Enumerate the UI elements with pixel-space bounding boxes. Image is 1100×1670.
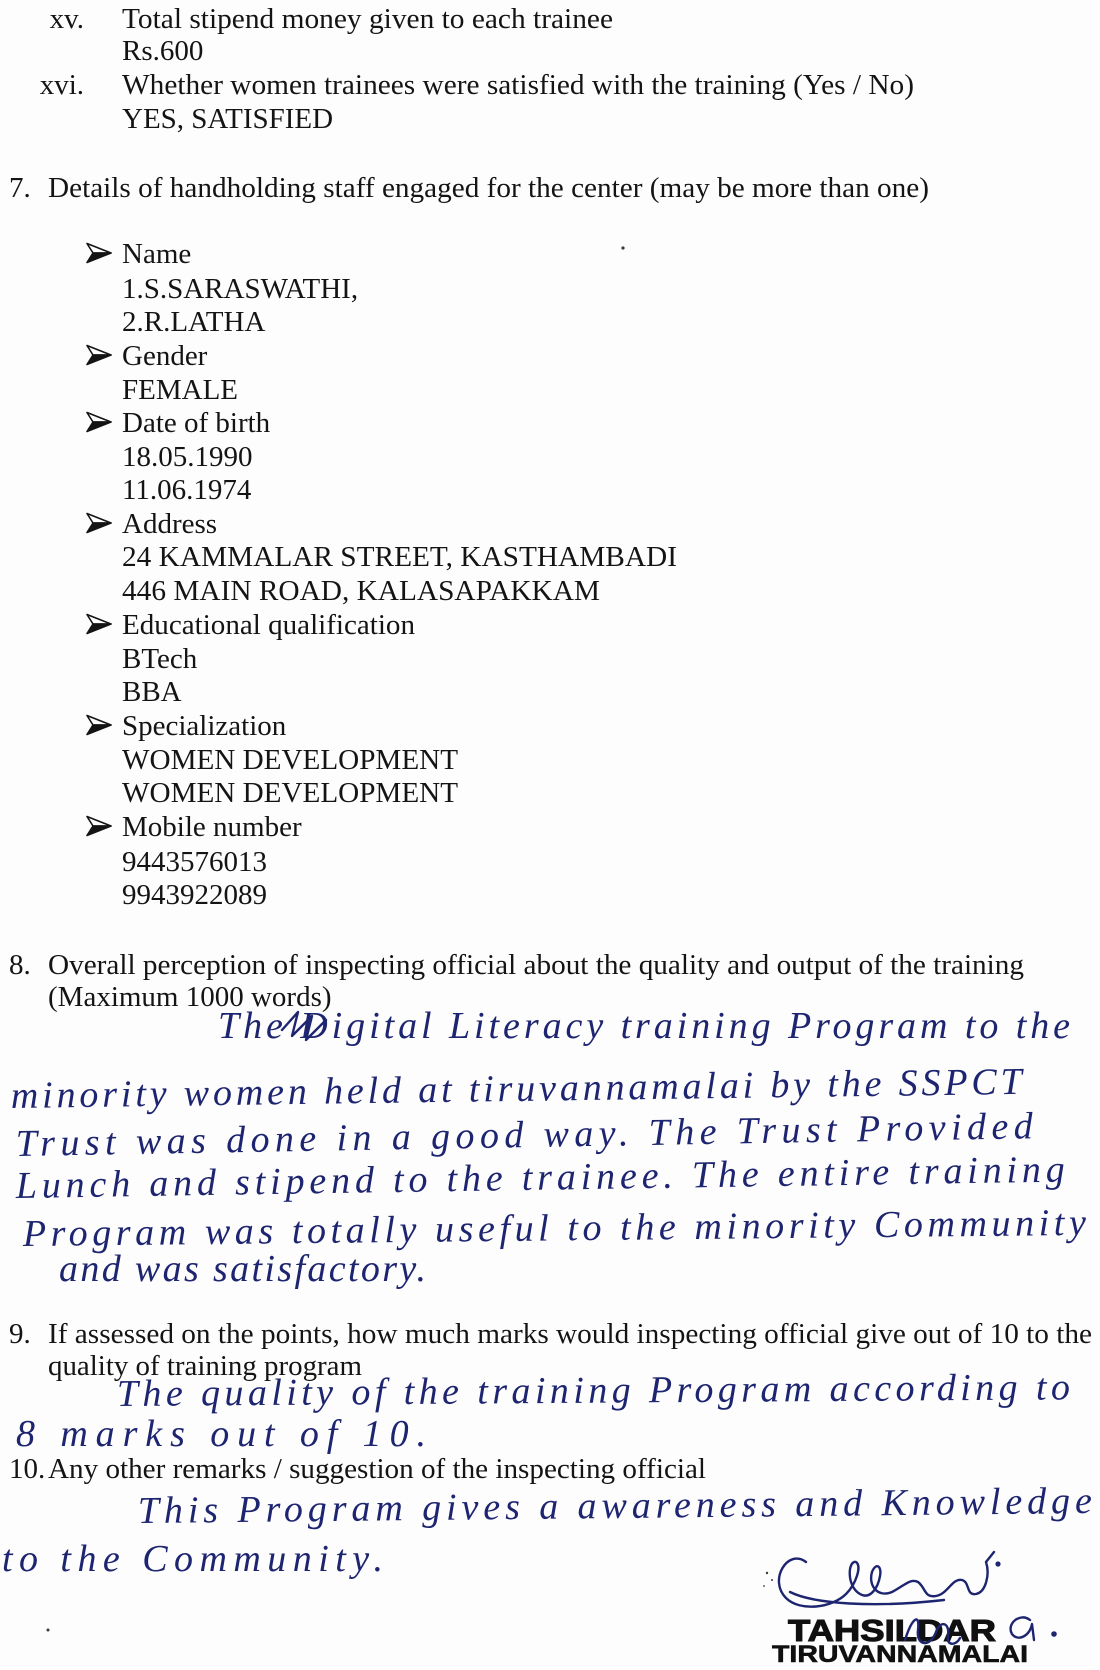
section-question: If assessed on the points, how much marks would inspecting official give out of 10 to the <box>48 1318 1092 1350</box>
handwritten-answer-line: This Program gives a awareness and Knowledge <box>137 1480 1093 1532</box>
field-value: 24 KAMMALAR STREET, KASTHAMBADI <box>122 541 677 573</box>
field-value: 18.05.1990 <box>122 441 253 473</box>
scan-speck <box>771 1579 773 1581</box>
section-question: quality of training program <box>48 1350 363 1382</box>
handwritten-answer-line: The Digital Literacy training Program to the <box>218 1005 1071 1047</box>
handwritten-answer-line: to the Community. <box>2 1538 383 1580</box>
handwritten-answer-line: and was satisfactory. <box>59 1248 426 1290</box>
field-label: Mobile number <box>122 811 302 843</box>
field-value: 2.R.LATHA <box>122 306 266 338</box>
section-number: 7. <box>9 172 31 204</box>
scan-speck <box>763 1585 765 1587</box>
section-question-note: (Maximum 1000 words) <box>48 981 332 1013</box>
section-heading: Details of handholding staff engaged for the center (may be more than one) <box>48 172 929 204</box>
stamp-designation: TAHSILDAR <box>788 1613 996 1648</box>
item-numeral: xvi. <box>39 69 84 101</box>
handwritten-answer-line: Program was totally useful to the minority Community <box>22 1201 1087 1255</box>
field-value: WOMEN DEVELOPMENT <box>122 777 459 809</box>
field-label: Date of birth <box>122 407 271 439</box>
item-answer: Rs.600 <box>122 35 204 67</box>
handwritten-answer-line: The quality of the training Program according to <box>116 1366 1071 1415</box>
handwritten-answer-line: minority women held at tiruvannamalai by the SSPCT <box>10 1060 1023 1117</box>
scan-speck <box>621 246 624 249</box>
field-value: 9943922089 <box>122 879 267 911</box>
section-question: Any other remarks / suggestion of the inspecting official <box>48 1453 706 1485</box>
handwritten-answer-line: 8 marks out of 10. <box>16 1413 426 1455</box>
field-label: Specialization <box>122 710 287 742</box>
handwritten-answer-line: Lunch and stipend to the trainee. The entire training <box>15 1148 1066 1207</box>
signature-dot <box>1051 1631 1057 1637</box>
field-label: Gender <box>122 340 208 372</box>
field-value: 1.S.SARASWATHI, <box>122 273 359 305</box>
field-value: WOMEN DEVELOPMENT <box>122 744 459 776</box>
section-number: 8. <box>9 949 31 981</box>
section-number: 9. <box>9 1318 31 1350</box>
signature-dot <box>995 1561 1000 1566</box>
stamp-place: TIRUVANNAMALAI <box>772 1641 1028 1668</box>
section-number: 10. <box>9 1453 46 1485</box>
field-value: FEMALE <box>122 374 238 406</box>
field-value: 446 MAIN ROAD, KALASAPAKKAM <box>122 575 600 607</box>
field-value: BTech <box>122 643 198 675</box>
field-label: Educational qualification <box>122 609 416 641</box>
item-question: Total stipend money given to each trainee <box>122 3 613 35</box>
field-value: BBA <box>122 676 182 708</box>
handwritten-answer-line: Trust was done in a good way. The Trust Provided <box>15 1105 1034 1165</box>
field-value: 11.06.1974 <box>122 474 252 506</box>
item-question: Whether women trainees were satisfied with the training (Yes / No) <box>122 69 915 101</box>
scan-speck <box>47 1629 50 1632</box>
section-question: Overall perception of inspecting official about the quality and output of the training <box>48 949 1024 981</box>
item-numeral: xv. <box>49 3 84 35</box>
item-answer: YES, SATISFIED <box>122 103 334 135</box>
scan-speck <box>766 1572 768 1574</box>
field-value: 9443576013 <box>122 846 267 878</box>
field-label: Name <box>122 238 192 270</box>
field-label: Address <box>122 508 218 540</box>
